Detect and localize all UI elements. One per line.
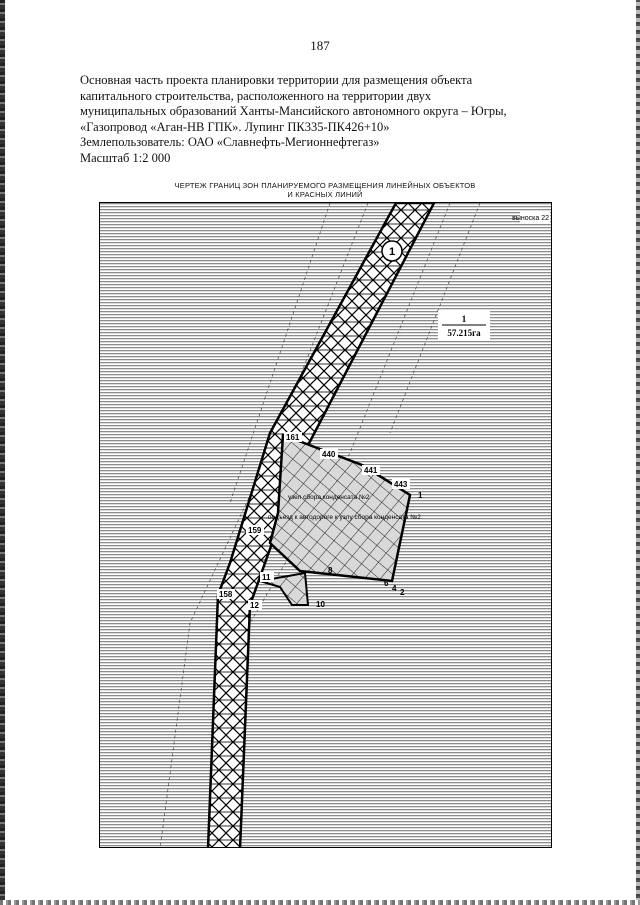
map-drawing [99, 202, 552, 848]
facility-label: подъезд к автодороге к узлу сбора конденсата №2 [268, 514, 421, 521]
point-label: 161 [286, 433, 300, 442]
map-title-line: И КРАСНЫХ ЛИНИЙ [287, 190, 363, 199]
header-line: Землепользователь: ОАО «Славнефть-Мегионнефтегаз» [80, 135, 380, 150]
header-line: муниципальных образований Ханты-Мансийского автономного округа – Югры, [80, 104, 507, 119]
header-line: Основная часть проекта планировки территории для размещения объекта [80, 73, 473, 87]
circle-label: 1 [388, 246, 396, 258]
point-label: 4 [392, 584, 397, 593]
page-number: 187 [310, 38, 330, 53]
point-label: 440 [322, 450, 336, 459]
scan-border-left [0, 0, 5, 905]
area-value: 57.215га [447, 328, 481, 338]
point-label: 1 [418, 491, 423, 500]
scan-border-bottom [0, 900, 640, 905]
point-label: 158 [219, 590, 233, 599]
point-label: 8 [328, 566, 333, 575]
point-label: 6 [384, 579, 389, 588]
point-label: 12 [250, 601, 259, 610]
point-label: 10 [316, 600, 325, 609]
map-title-line: ЧЕРТЕЖ ГРАНИЦ ЗОН ПЛАНИРУЕМОГО РАЗМЕЩЕНИЯ ЛИНЕЙНЫХ ОБЪЕКТОВ [174, 181, 476, 190]
point-label: 2 [400, 588, 405, 597]
point-label: 443 [394, 480, 408, 489]
map-title [100, 181, 550, 199]
header-line: «Газопровод «Аган-НВ ГПК». Лупинг ПК335-ПК426+10» [80, 119, 390, 134]
point-label: 441 [364, 466, 378, 475]
document-header [80, 73, 560, 167]
header-line: Масштаб 1:2 000 [80, 150, 171, 165]
facility-label: узел сбора конденсата №2 [288, 494, 370, 501]
sheet-label: выноска 22 [512, 215, 549, 222]
point-label: 159 [248, 526, 262, 535]
point-label: 11 [262, 573, 271, 582]
area-number: 1 [461, 314, 467, 324]
header-line: капитального строительства, расположенного на территории двух [80, 88, 432, 103]
map-canvas [100, 203, 552, 848]
scan-border-right [636, 0, 640, 905]
